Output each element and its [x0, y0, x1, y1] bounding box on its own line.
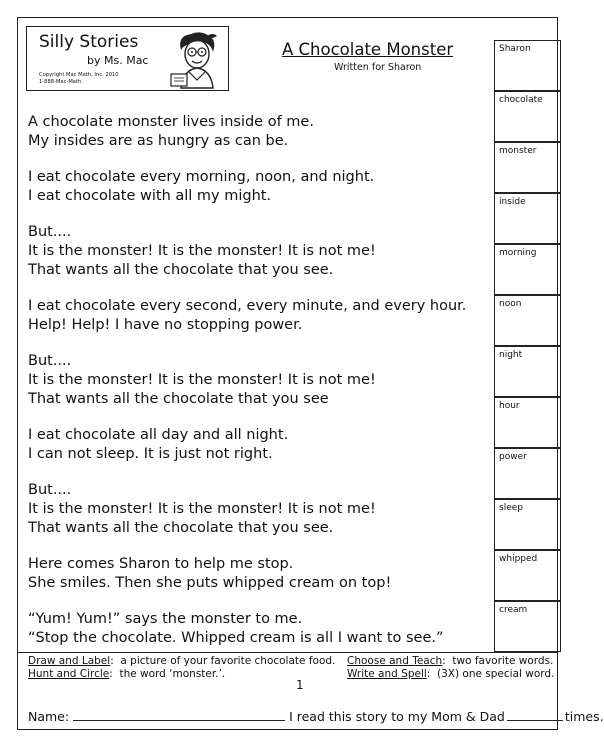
- story-line: My insides are as hungry as can be.: [28, 133, 289, 149]
- word-box: [495, 601, 561, 652]
- story-line: I eat chocolate every morning, noon, and night.: [28, 169, 375, 185]
- story-line: That wants all the chocolate that you see.: [28, 262, 334, 278]
- page-number: 1: [296, 678, 304, 692]
- task-text: (3X) one special word.: [437, 668, 555, 680]
- task-text: the word ‘monster.’.: [119, 668, 226, 680]
- word-box: [495, 550, 561, 601]
- story-line: It is the monster! It is the monster! It is not me!: [28, 243, 376, 259]
- word-box: [495, 295, 561, 346]
- task-hunt-circle: Hunt and Circle: the word ‘monster.’.: [28, 668, 226, 680]
- series-header: [26, 26, 229, 91]
- word-label: cream: [499, 605, 528, 615]
- word-label: Sharon: [499, 44, 531, 54]
- story-line: But....: [28, 353, 72, 369]
- footer-divider: [17, 652, 558, 653]
- story-line: I eat chocolate every second, every minute, and every hour.: [28, 298, 467, 314]
- story-line: That wants all the chocolate that you see.: [28, 520, 334, 536]
- story-line: I eat chocolate all day and all night.: [28, 427, 289, 443]
- story-line: Help! Help! I have no stopping power.: [28, 317, 303, 333]
- vocabulary-word-list: [494, 40, 561, 652]
- task-title: Write and Spell: [347, 668, 427, 680]
- stanza: [28, 168, 488, 206]
- stanza: [28, 481, 488, 538]
- copyright-phone: 1-888-Mac-Math: [39, 78, 82, 85]
- word-box: [495, 40, 561, 91]
- stanza: [28, 223, 488, 280]
- word-box: [495, 193, 561, 244]
- times-label: times.: [564, 709, 604, 724]
- word-label: morning: [499, 248, 537, 258]
- stanza: [28, 610, 488, 648]
- task-write-spell: Write and Spell: (3X) one special word.: [347, 668, 555, 680]
- story-line: I can not sleep. It is just not right.: [28, 446, 273, 462]
- word-label: chocolate: [499, 95, 543, 105]
- story-line: Here comes Sharon to help me stop.: [28, 556, 294, 572]
- copyright-line: Copyright Mac Math, Inc. 2010: [39, 72, 119, 78]
- stanza: [28, 555, 488, 593]
- series-author: by Ms. Mac: [87, 54, 149, 67]
- read-count-text: I read this story to my Mom & Dad: [289, 709, 505, 724]
- word-label: inside: [499, 197, 526, 207]
- stanza: [28, 113, 488, 151]
- times-blank[interactable]: [507, 708, 563, 721]
- story-line: It is the monster! It is the monster! It is not me!: [28, 372, 376, 388]
- word-box: [495, 142, 561, 193]
- word-label: hour: [499, 401, 520, 411]
- story-text: [28, 113, 488, 665]
- word-label: sleep: [499, 503, 523, 513]
- story-line: It is the monster! It is the monster! It is not me!: [28, 501, 376, 517]
- story-line: But....: [28, 482, 72, 498]
- story-line: “Yum! Yum!” says the monster to me.: [28, 611, 303, 627]
- story-title: A Chocolate Monster: [282, 40, 454, 59]
- stanza: [28, 352, 488, 409]
- task-title: Choose and Teach: [347, 655, 443, 667]
- name-label: Name:: [28, 709, 70, 724]
- name-row: [28, 708, 604, 724]
- task-draw-label: Draw and Label: a picture of your favorite chocolate food.: [28, 655, 336, 667]
- teacher-cartoon-icon: [167, 30, 225, 88]
- story-line: But....: [28, 224, 72, 240]
- story-line: “Stop the chocolate. Whipped cream is all I want to see.”: [28, 630, 444, 646]
- word-box: [495, 91, 561, 142]
- word-label: night: [499, 350, 523, 360]
- word-box: [495, 448, 561, 499]
- task-title: Hunt and Circle: [28, 668, 110, 680]
- task-text: a picture of your favorite chocolate food.: [120, 655, 336, 667]
- task-text: two favorite words.: [452, 655, 554, 667]
- story-line: A chocolate monster lives inside of me.: [28, 114, 314, 130]
- stanza: [28, 426, 488, 464]
- word-label: power: [499, 452, 527, 462]
- word-label: monster: [499, 146, 537, 156]
- word-label: whipped: [499, 554, 538, 564]
- name-blank[interactable]: [73, 708, 285, 721]
- story-subtitle: Written for Sharon: [334, 62, 422, 73]
- stanza: [28, 297, 488, 335]
- word-box: [495, 244, 561, 295]
- task-title: Draw and Label: [28, 655, 111, 667]
- word-label: noon: [499, 299, 522, 309]
- task-choose-teach: Choose and Teach: two favorite words.: [347, 655, 554, 667]
- word-box: [495, 346, 561, 397]
- story-line: That wants all the chocolate that you see: [28, 391, 329, 407]
- story-line: I eat chocolate with all my might.: [28, 188, 272, 204]
- word-box: [495, 397, 561, 448]
- copyright-notice: [39, 72, 119, 85]
- story-line: She smiles. Then she puts whipped cream on top!: [28, 575, 392, 591]
- series-title: Silly Stories: [39, 32, 139, 52]
- word-box: [495, 499, 561, 550]
